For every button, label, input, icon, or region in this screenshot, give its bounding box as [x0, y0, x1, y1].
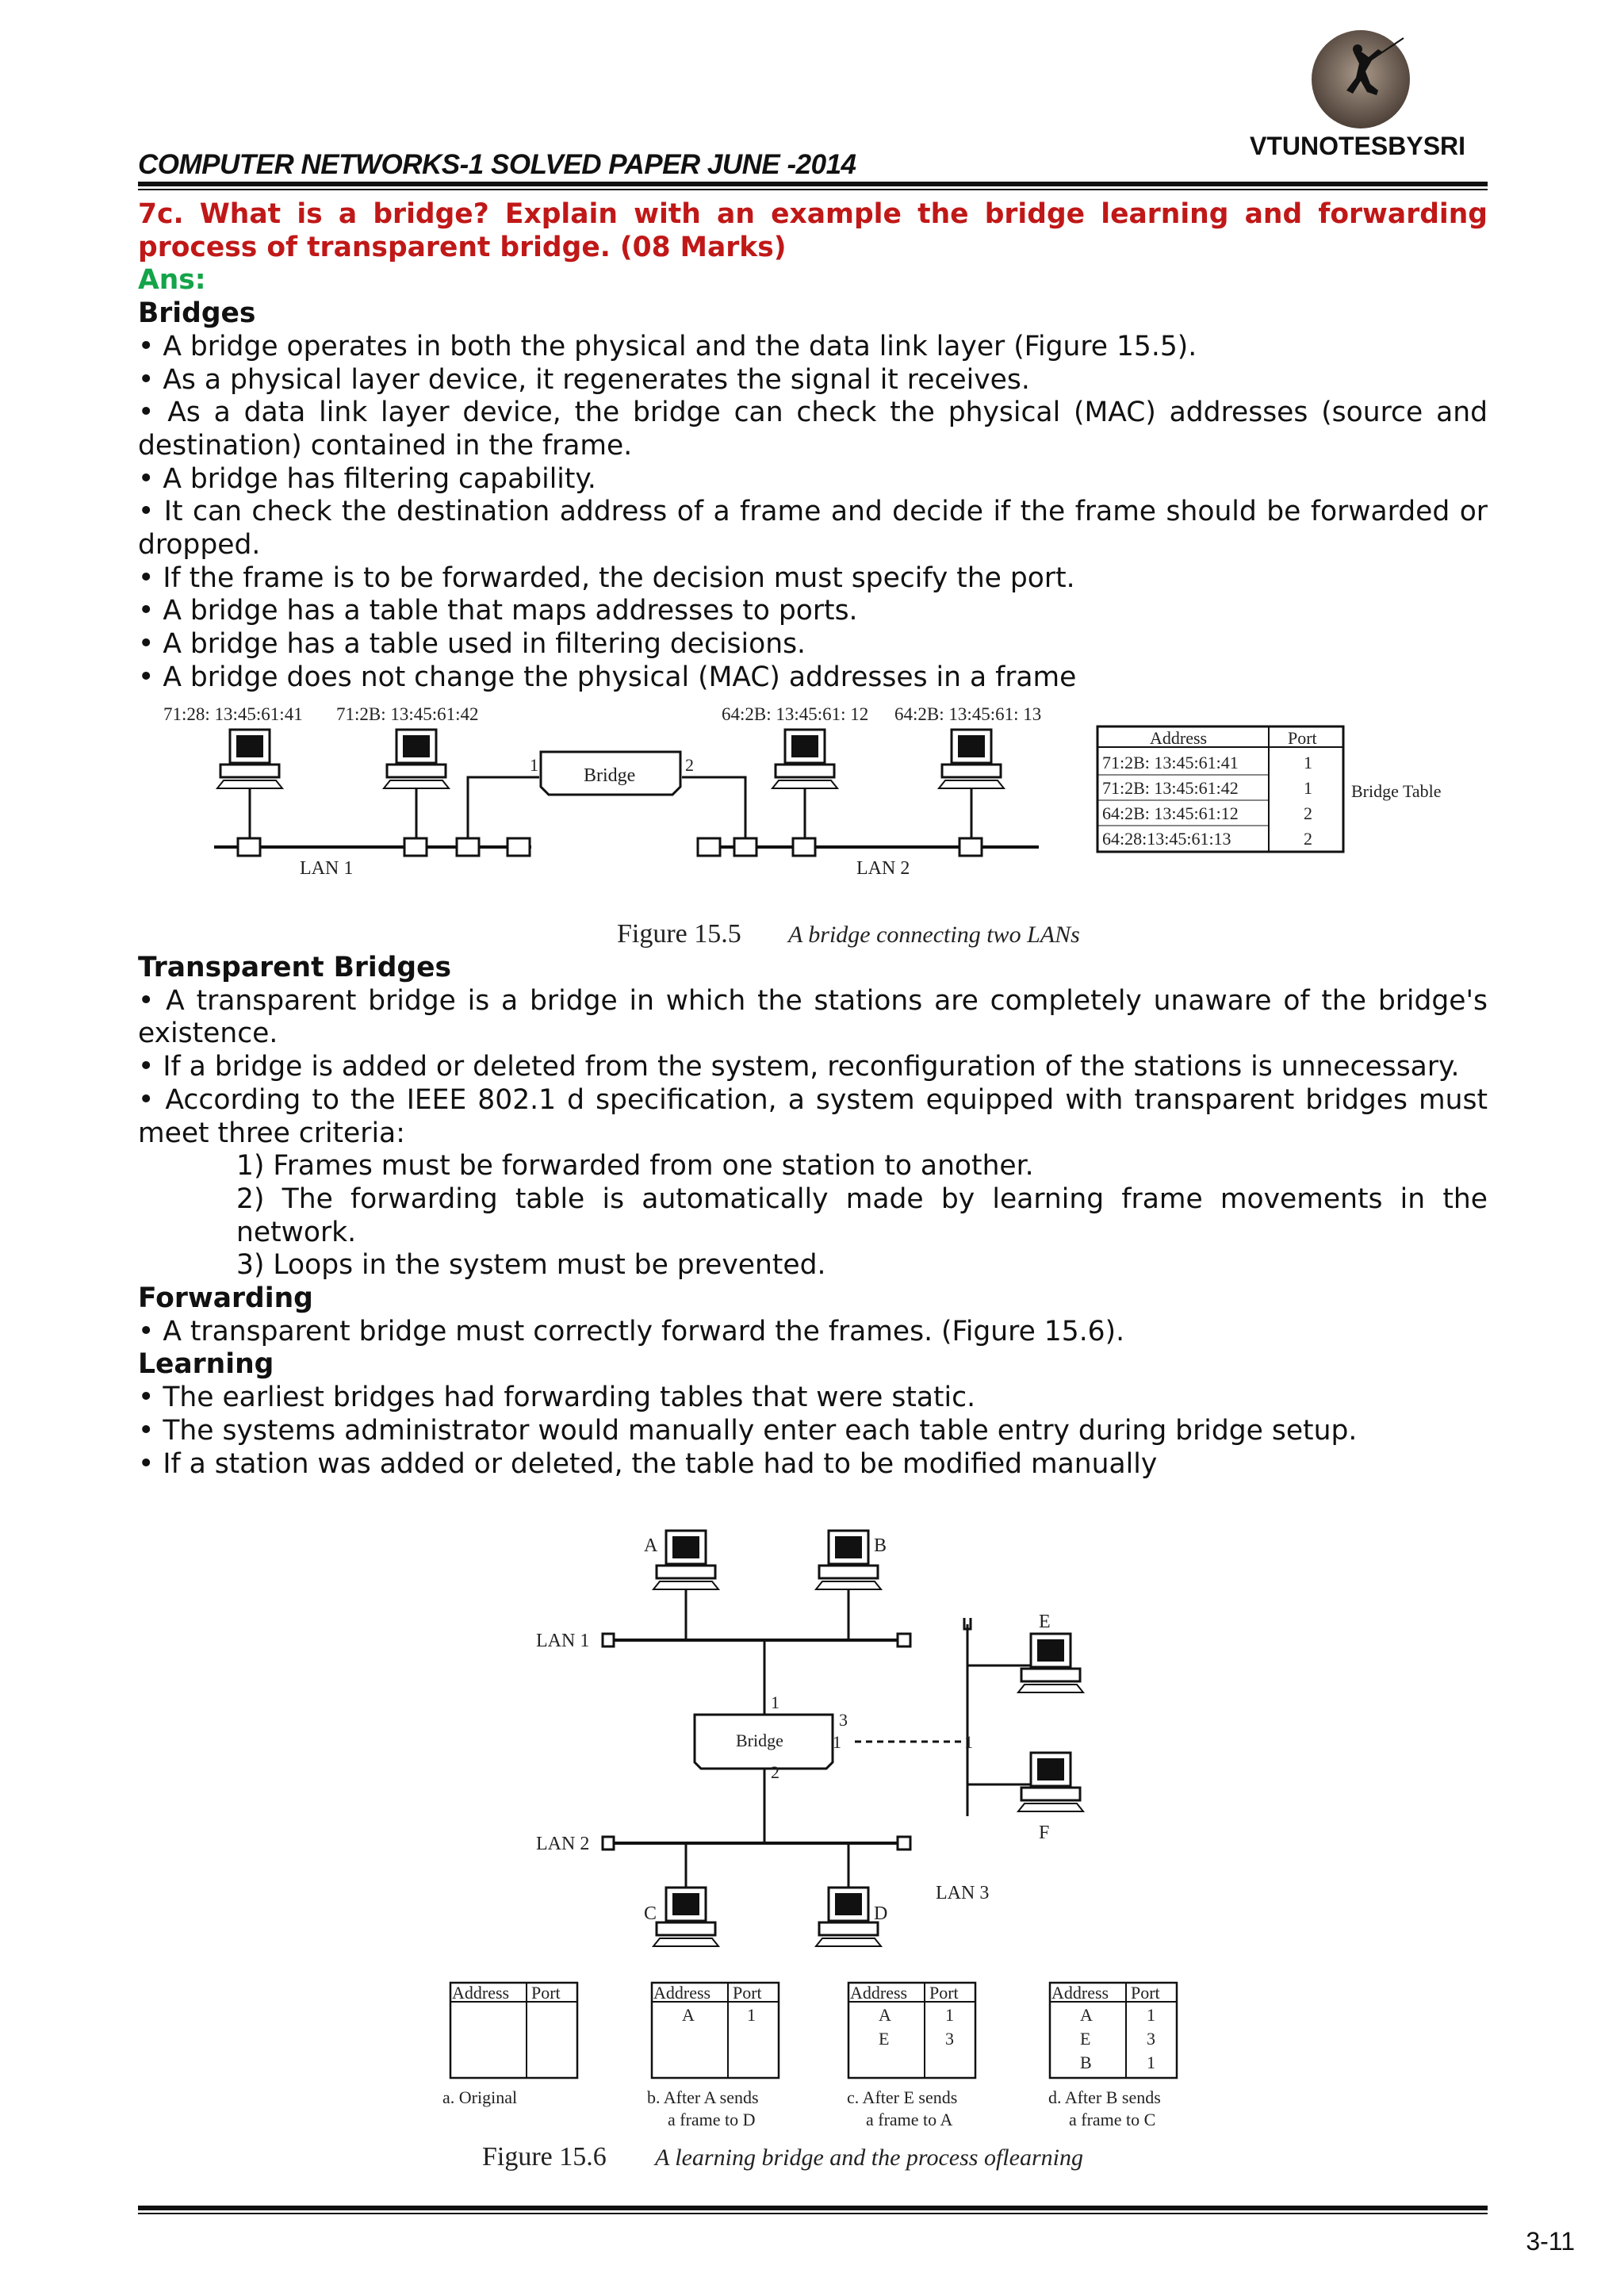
port-number: 3: [839, 1710, 848, 1730]
station-label: B: [874, 1535, 887, 1556]
bridges-bullet: • A bridge does not change the physical (MAC) addresses in a frame: [138, 661, 1077, 693]
table-header: Address: [452, 1983, 510, 2003]
bridges-bullet: • A bridge operates in both the physical and the data link layer (Figure 15.5).: [138, 330, 1197, 362]
table-cell: 2: [1304, 829, 1312, 849]
table-header: Port: [1288, 728, 1317, 748]
table-cell: 1: [1147, 2053, 1155, 2072]
criteria-item: 3) Loops in the system must be prevented.: [236, 1249, 826, 1282]
header-rule-thin: [138, 189, 1488, 190]
port-number: 1: [964, 1732, 973, 1752]
address-label: 71:2B: 13:45:61:42: [336, 704, 479, 724]
station-label: E: [1039, 1612, 1051, 1632]
station-label: F: [1039, 1823, 1050, 1843]
computer-icon: [1018, 1634, 1083, 1692]
logo: [1310, 29, 1411, 130]
computer-icon: [384, 730, 449, 788]
logo-text: VTUNOTESBYSRI: [1250, 132, 1466, 160]
lan-label: LAN 2: [856, 858, 910, 879]
table-header: Port: [733, 1983, 762, 2003]
table-cell: 1: [747, 2005, 756, 2025]
figure-caption-text: A learning bridge and the process oflearning: [655, 2145, 1083, 2171]
section-bridges: [138, 198, 1488, 695]
computer-icon: [217, 730, 282, 788]
learning-bullet: • The earliest bridges had forwarding tables that were static.: [138, 1382, 976, 1414]
figure-15-5: [159, 698, 1491, 960]
criteria-item: 2) The forwarding table is automatically made by learning frame movements in the network.: [236, 1182, 1488, 1248]
table-cell: 3: [945, 2029, 954, 2049]
page-header-title: COMPUTER NETWORKS-1 SOLVED PAPER JUNE -2014: [138, 149, 856, 180]
lan-label: LAN 2: [536, 1834, 590, 1854]
transparent-bullet: • A transparent bridge is a bridge in which the stations are completely unaware of the bridge's existence.: [138, 984, 1488, 1050]
bridge-label: Bridge: [736, 1731, 783, 1750]
learning-bullet: • If a station was added or deleted, the table had to be modified manually: [138, 1447, 1158, 1480]
computer-icon: [1018, 1753, 1083, 1811]
port-number: 1: [833, 1732, 841, 1752]
table-cell: E: [1080, 2029, 1091, 2049]
figure-15-6: [428, 1507, 1237, 2173]
lan-label: LAN 1: [300, 858, 354, 879]
table-caption: a. Original: [442, 2087, 518, 2107]
table-cell: E: [879, 2029, 890, 2049]
table-caption: a frame to C: [1069, 2110, 1156, 2129]
station-label: C: [644, 1903, 657, 1924]
table-caption: a frame to D: [668, 2110, 756, 2129]
bridges-bullet: • A bridge has a table that maps addresses to ports.: [138, 595, 858, 627]
computer-icon: [816, 1888, 881, 1946]
table-cell: A: [682, 2005, 695, 2025]
table-caption: d. After B sends: [1048, 2087, 1161, 2107]
table-cell: 71:2B: 13:45:61:42: [1102, 778, 1239, 798]
computer-icon: [772, 730, 837, 788]
bridges-bullet: • If the frame is to be forwarded, the decision must specify the port.: [138, 562, 1075, 594]
computer-icon: [939, 730, 1004, 788]
station-label: A: [644, 1535, 658, 1556]
table-caption: b. After A sends: [647, 2087, 759, 2107]
computer-icon: [653, 1531, 718, 1589]
table-cell: A: [879, 2005, 891, 2025]
table-cell: 64:28:13:45:61:13: [1102, 829, 1231, 849]
table-cell: 1: [1304, 753, 1312, 772]
port-number: 1: [530, 755, 538, 775]
climber-logo-icon: [1310, 29, 1411, 130]
table-cell: 71:2B: 13:45:61:41: [1102, 753, 1239, 772]
bridges-bullet: • As a physical layer device, it regenerates the signal it receives.: [138, 363, 1030, 396]
table-caption: c. After E sends: [847, 2087, 958, 2107]
table-header: Address: [653, 1983, 711, 2003]
table-cell: 2: [1304, 803, 1312, 823]
port-number: 1: [771, 1692, 779, 1712]
table-caption: a frame to A: [866, 2110, 953, 2129]
forwarding-bullet: • A transparent bridge must correctly forward the frames. (Figure 15.6).: [138, 1315, 1125, 1347]
bridges-bullet: • A bridge has filtering capability.: [138, 462, 596, 495]
computer-icon: [816, 1531, 881, 1589]
address-label: 64:2B: 13:45:61: 12: [722, 704, 869, 724]
table-header: Port: [929, 1983, 959, 2003]
table-cell: 3: [1147, 2029, 1155, 2049]
address-label: 71:28: 13:45:61:41: [163, 704, 303, 724]
table-cell: 64:2B: 13:45:61:12: [1102, 803, 1239, 823]
transparent-bullet: • If a bridge is added or deleted from the system, reconfiguration of the stations is unnecessary.: [138, 1051, 1460, 1083]
table-cell: 1: [1147, 2005, 1155, 2025]
learning-heading: Learning: [138, 1348, 274, 1381]
transparent-bullet: • According to the IEEE 802.1 d specification, a system equipped with transparent bridges must meet three criteria:: [138, 1083, 1488, 1149]
bridges-bullet: • It can check the destination address of a frame and decide if the frame should be forwarded or dropped.: [138, 496, 1488, 562]
transparent-heading: Transparent Bridges: [138, 952, 452, 983]
criteria-item: 1) Frames must be forwarded from one station to another.: [236, 1150, 1034, 1182]
lan-label: LAN 1: [536, 1631, 590, 1651]
bridges-bullet: • As a data link layer device, the bridge can check the physical (MAC) addresses (source and destination) contained in the frame.: [138, 397, 1488, 462]
table-header: Port: [531, 1983, 561, 2003]
forwarding-heading: Forwarding: [138, 1282, 313, 1315]
header-rule: [138, 182, 1488, 186]
station-label: D: [874, 1903, 888, 1924]
address-label: 64:2B: 13:45:61: 13: [894, 704, 1042, 724]
footer-rule-thin: [138, 2213, 1488, 2214]
table-header: Address: [850, 1983, 908, 2003]
bridge-label: Bridge: [584, 765, 636, 786]
section-transparent: [138, 952, 1488, 1481]
table-cell: B: [1080, 2053, 1092, 2072]
learning-bullet: • The systems administrator would manually enter each table entry during bridge setup.: [138, 1414, 1358, 1447]
port-number: 2: [685, 755, 694, 775]
bridges-bullet: • A bridge has a table used in filtering decisions.: [138, 628, 806, 661]
table-label: Bridge Table: [1351, 781, 1442, 801]
table-header: Address: [1150, 728, 1208, 748]
bridges-heading: Bridges: [138, 297, 256, 330]
table-cell: A: [1080, 2005, 1093, 2025]
figure-caption-text: A bridge connecting two LANs: [788, 922, 1080, 948]
answer-label: Ans:: [138, 264, 206, 297]
table-header: Port: [1131, 1983, 1160, 2003]
computer-icon: [653, 1888, 718, 1946]
port-number: 2: [771, 1762, 779, 1782]
question-text: 7c. What is a bridge? Explain with an example the bridge learning and forwarding process of transparent bridge. (08 Marks): [138, 198, 1488, 263]
lan-label: LAN 3: [936, 1883, 990, 1903]
table-cell: 1: [945, 2005, 954, 2025]
table-header: Address: [1051, 1983, 1109, 2003]
table-cell: 1: [1304, 778, 1312, 798]
page-number: 3-11: [1526, 2227, 1575, 2256]
figure-caption-number: Figure 15.5: [617, 919, 741, 949]
figure-caption-number: Figure 15.6: [482, 2142, 607, 2171]
footer-rule: [138, 2206, 1488, 2210]
